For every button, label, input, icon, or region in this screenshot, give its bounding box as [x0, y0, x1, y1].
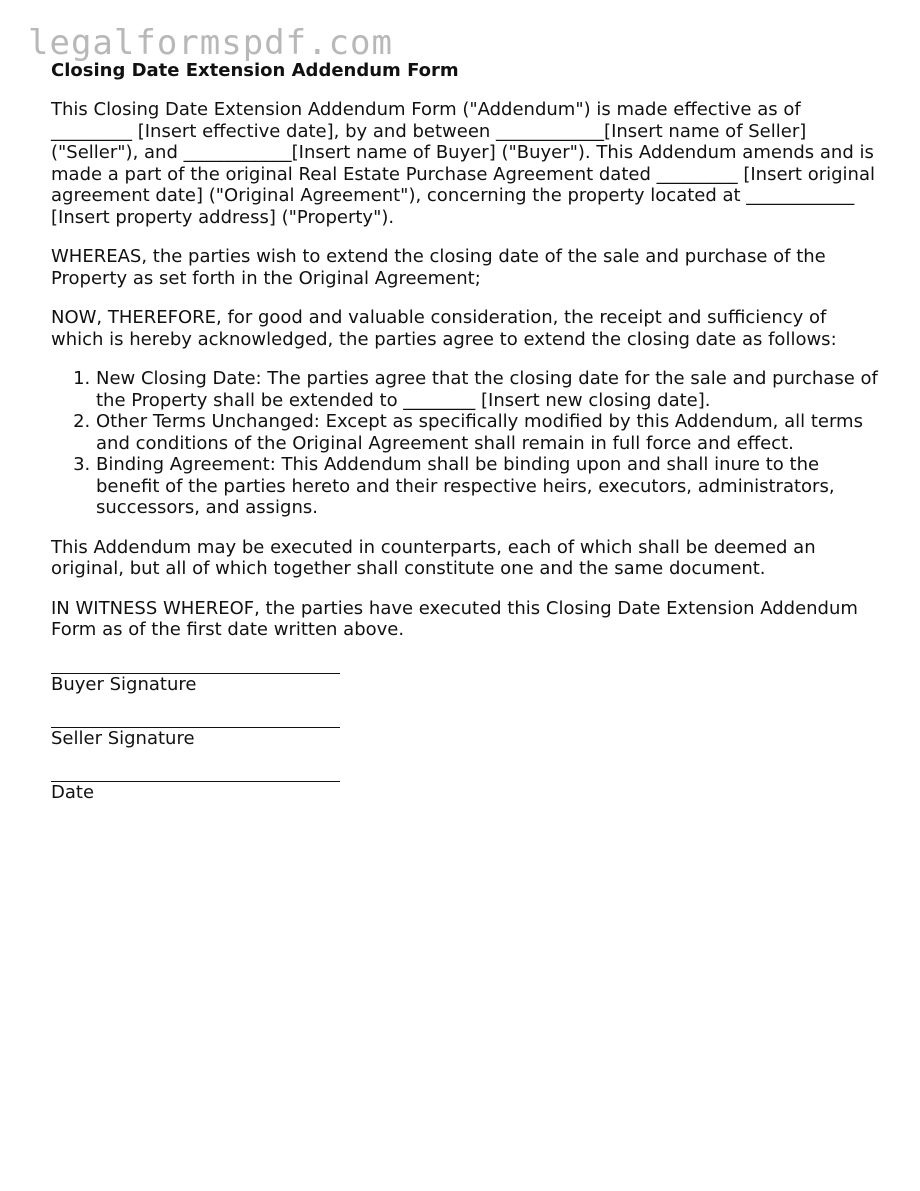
document-page [51, 60, 881, 821]
term-new-closing-date: 1. New Closing Date: The parties agree that the closing date for the sale and purchase of the Property shall be extended to ________ [Insert new closing date]. [96, 368, 881, 411]
date-signature [51, 767, 881, 804]
counterparts-paragraph: This Addendum may be executed in counterparts, each of which shall be deemed an original, but all of which together shall constitute one and the same document. [51, 536, 816, 579]
witness-paragraph: IN WITNESS WHEREOF, the parties have executed this Closing Date Extension Addendum Form as of the first date written above. [51, 597, 858, 640]
watermark-logo: legalformspdf.com [28, 23, 393, 63]
buyer-signature [51, 659, 881, 696]
document-title: Closing Date Extension Addendum Form [51, 60, 459, 81]
buyer-signature-label: Buyer Signature [51, 673, 197, 695]
date-label: Date [51, 781, 95, 803]
whereas-paragraph: WHEREAS, the parties wish to extend the closing date of the sale and purchase of the Property as set forth in the Original Agreement; [51, 246, 826, 289]
intro-paragraph: This Closing Date Extension Addendum Form ("Addendum") is made effective as of _________ [Insert effective date], by and between ____________[Insert name of Seller] ("Seller"), and ____________[Insert name of Buyer] ("Buyer"). This Addendum amends and is made a part of the original Real Estate Purchase Agreement dated _________ [Insert original agreement date] ("Original Agreement"), concerning the property located at ____________ [Insert property address] ("Property"). [51, 99, 875, 228]
seller-signature-line[interactable] [51, 713, 340, 728]
date-line[interactable] [51, 767, 340, 782]
term-other-terms-unchanged: 2. Other Terms Unchanged: Except as specifically modified by this Addendum, all terms and conditions of the Original Agreement shall remain in full force and effect. [96, 411, 881, 454]
seller-signature [51, 713, 881, 750]
now-therefore-paragraph: NOW, THEREFORE, for good and valuable consideration, the receipt and sufficiency of which is hereby acknowledged, the parties agree to extend the closing date as follows: [51, 307, 837, 350]
signature-block [51, 659, 881, 804]
seller-signature-label: Seller Signature [51, 727, 195, 749]
terms-list [51, 368, 881, 519]
buyer-signature-line[interactable] [51, 659, 340, 674]
term-binding-agreement: 3. Binding Agreement: This Addendum shall be binding upon and shall inure to the benefit of the parties hereto and their respective heirs, executors, administrators, successors, and assigns. [96, 454, 881, 519]
